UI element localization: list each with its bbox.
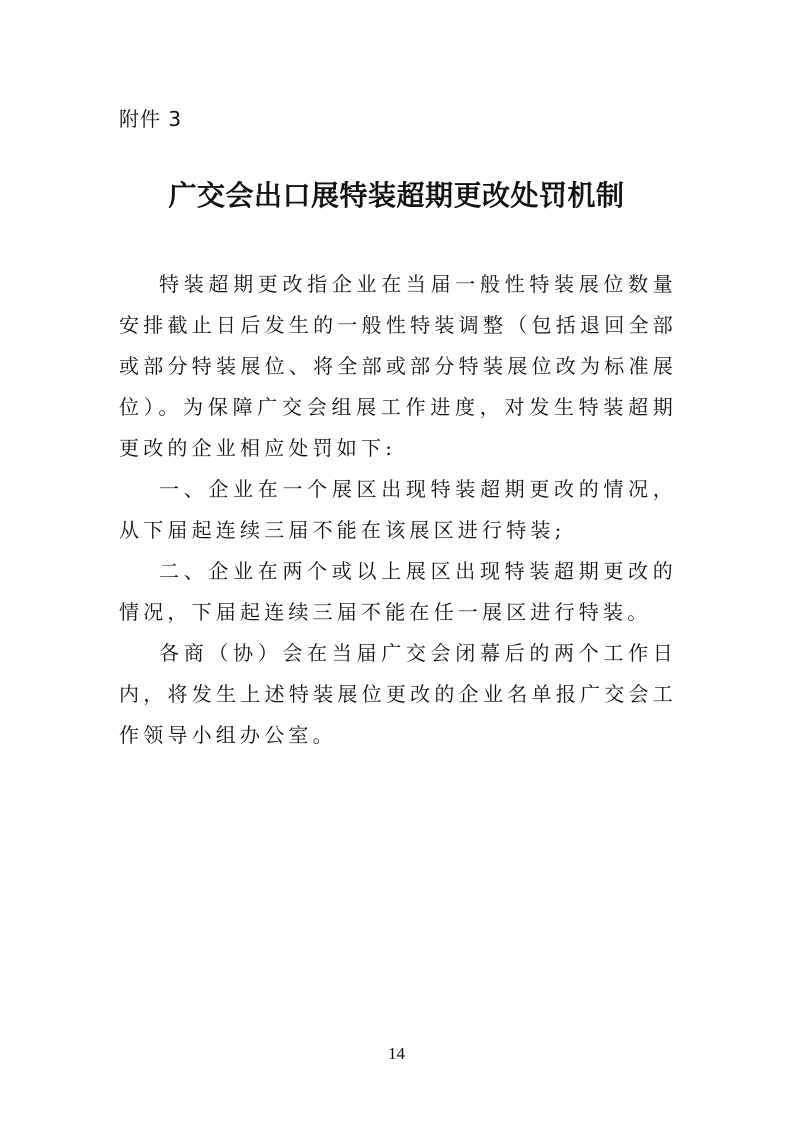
paragraph-definition: 特装超期更改指企业在当届一般性特装展位数量安排截止日后发生的一般性特装调整（包括退回全部或部分特装展位、将全部或部分特装展位改为标准展位）。为保障广交会组展工作进度，对发生特装超期更改的企业相应处罚如下: (119, 272, 677, 460)
document-title: 广交会出口展特装超期更改处罚机制 (168, 179, 625, 212)
document-body (119, 264, 677, 756)
paragraph-rule-two: 二、企业在两个或以上展区出现特装超期更改的情况，下届起连续三届不能在任一展区进行特装。 (119, 559, 677, 624)
paragraph-rule-one: 一、企业在一个展区出现特装超期更改的情况，从下届起连续三届不能在该展区进行特装; (119, 477, 677, 542)
attachment-label: 附件 3 (119, 107, 183, 131)
paragraph-reporting: 各商（协）会在当届广交会闭幕后的两个工作日内，将发生上述特装展位更改的企业名单报广交会工作领导小组办公室。 (119, 641, 677, 747)
page-number: 14 (388, 1044, 405, 1063)
